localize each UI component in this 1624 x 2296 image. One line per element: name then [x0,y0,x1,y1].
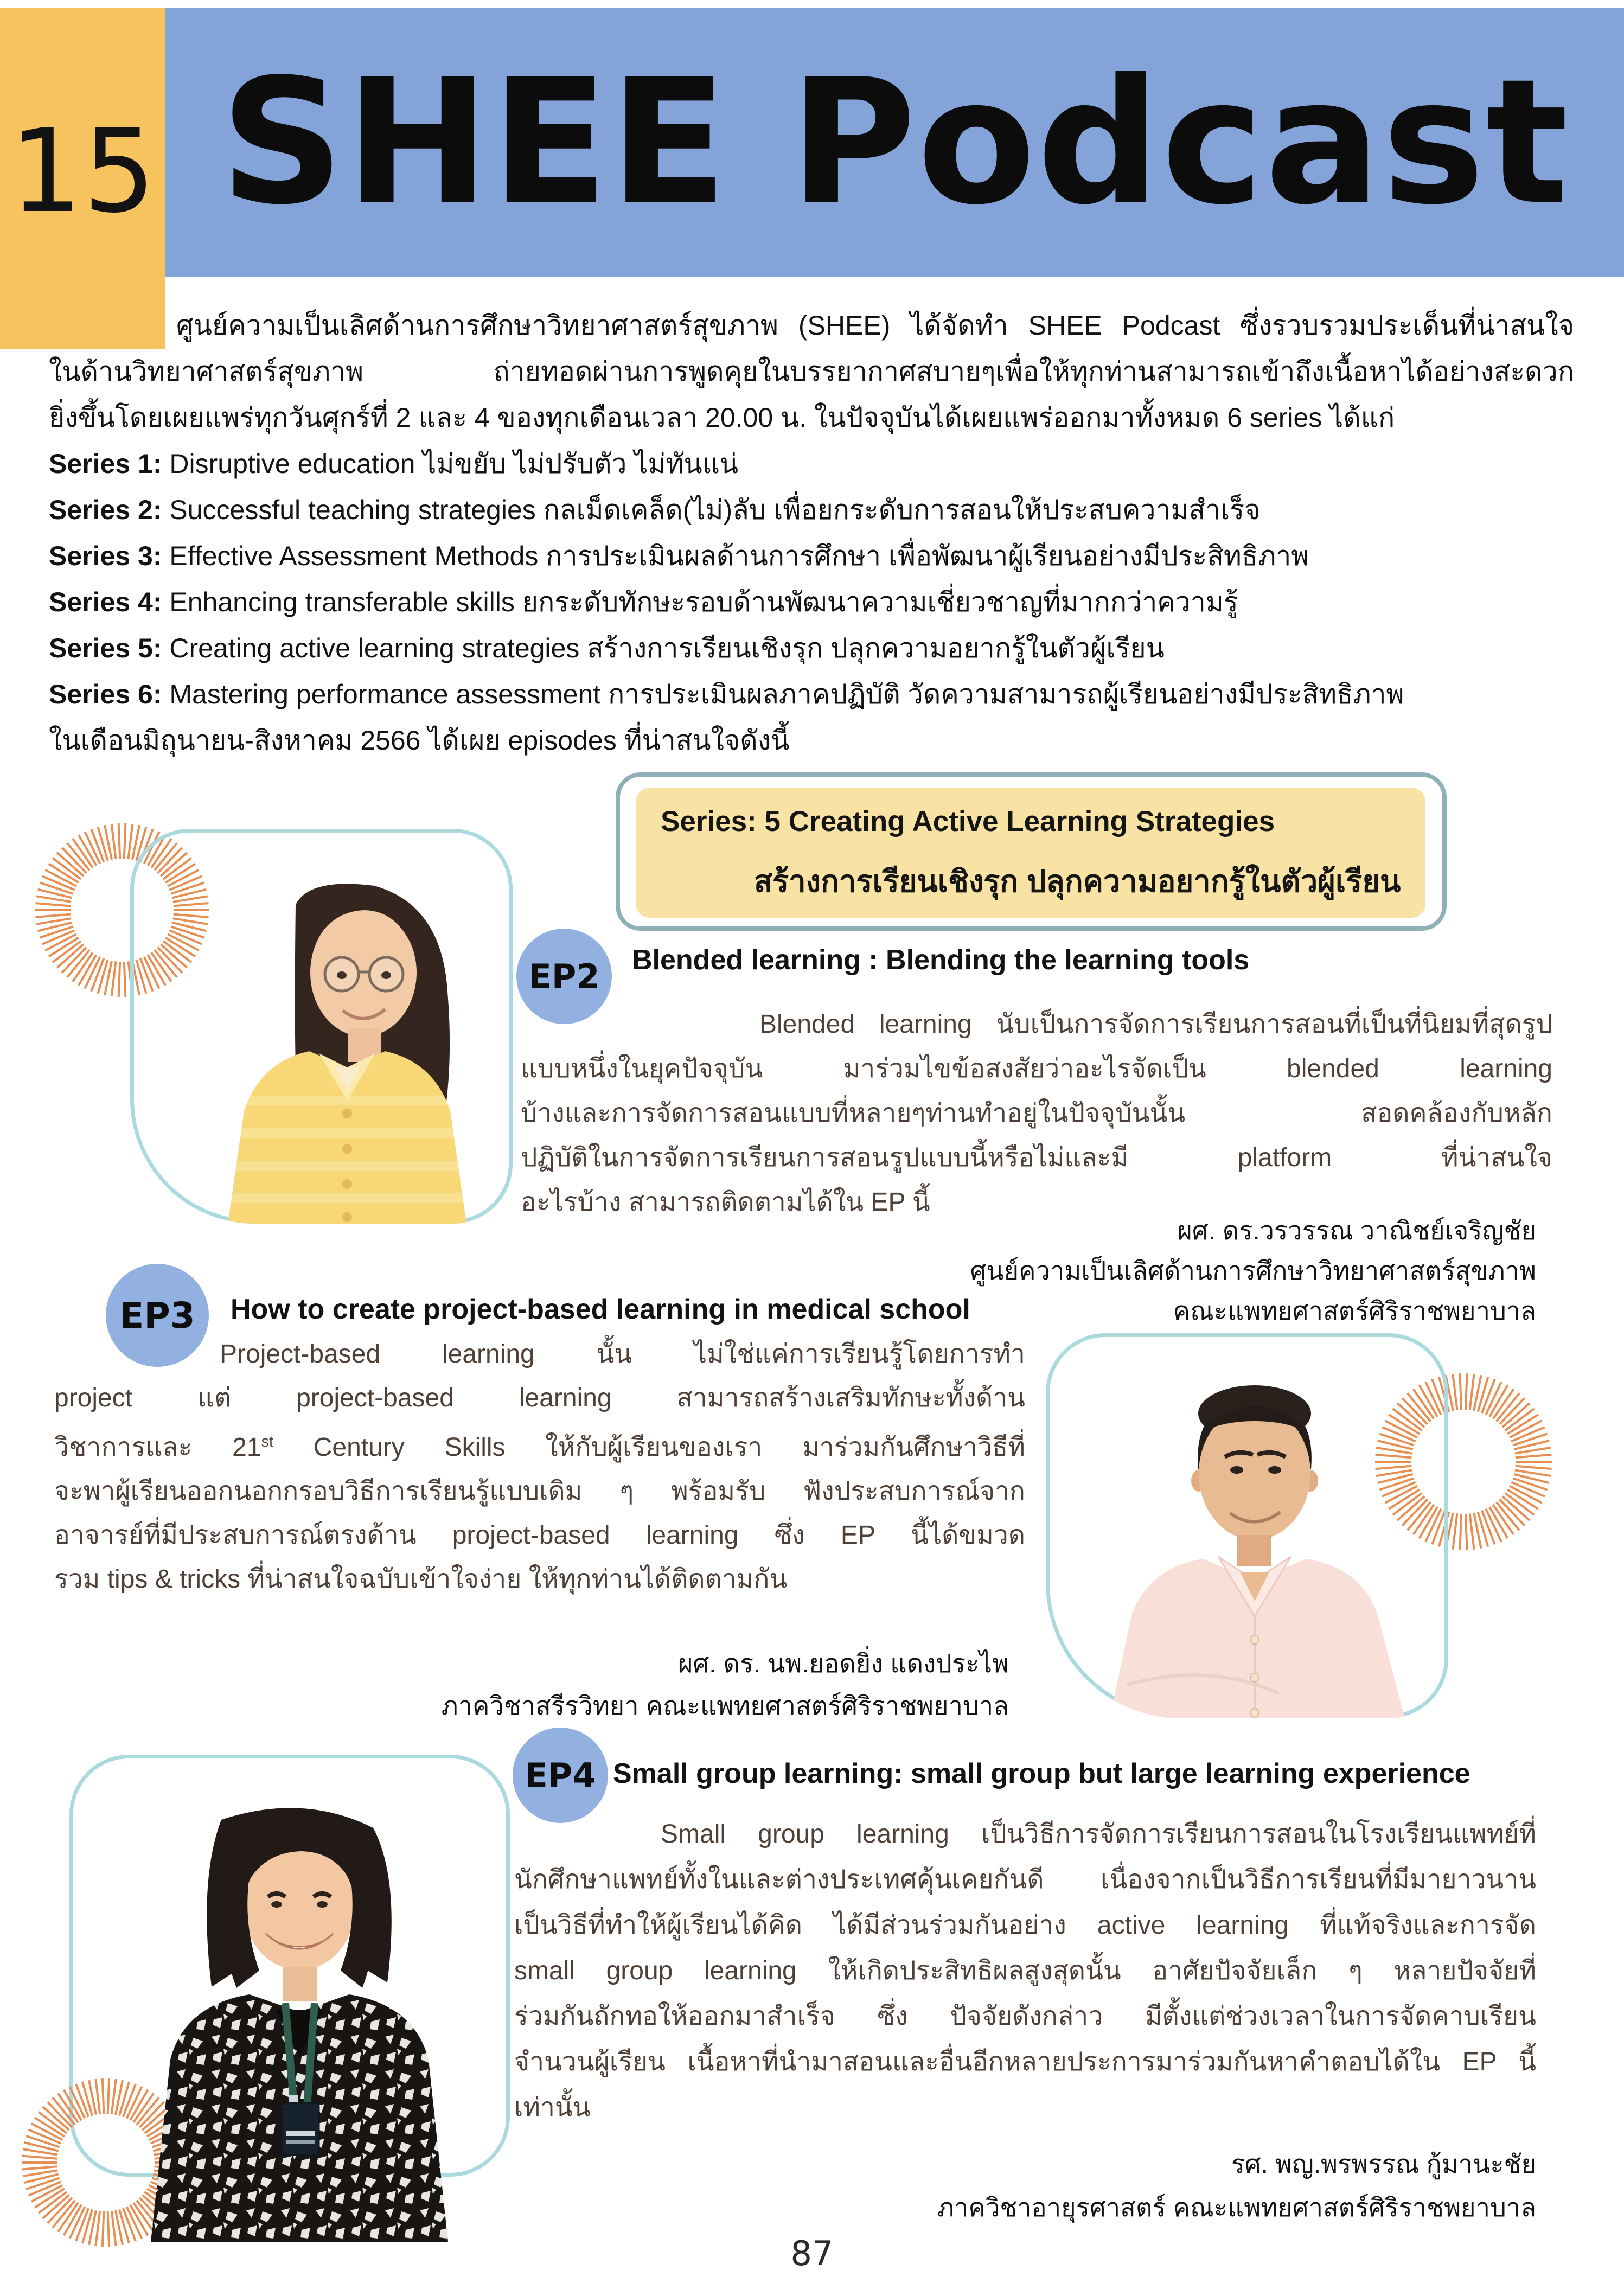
speaker-line: ภาควิชาสรีรวิทยา คณะแพทยศาสตร์ศิริราชพยาบาล [441,1691,1009,1720]
speaker-line: คณะแพทยศาสตร์ศิริราชพยาบาล [1173,1296,1536,1325]
series-text: Creating active learning strategies สร้างการเรียนเชิงรุก ปลุกความอยากรู้ในตัวผู้เรียน [169,633,1165,663]
episode-title-ep4: Small group learning: small group but large learning experience [613,1758,1470,1789]
portrait-woman-yellow-jacket-photo [130,829,513,1224]
series-closing-line: ในเดือนมิถุนายน-สิงหาคม 2566 ได้เผย episodes ที่น่าสนใจดังนี้ [49,725,790,756]
paragraph-line: จำนวนผู้เรียน เนื้อหาที่นำมาสอนและอื่นอีกหลายประการมาร่วมกันหาคำตอบได้ใน EP นี้ [514,2048,1536,2076]
paragraph-line: เป็นวิธีที่ทำให้ผู้เรียนได้คิด ได้มีส่วนร่วมกันอย่าง active learning ที่แท้จริงและการจัด [514,1911,1536,1940]
series-text: Mastering performance assessment การประเมินผลภาคปฏิบัติ วัดความสามารถผู้เรียนอย่างมีประสิทธิภาพ [169,679,1404,709]
portrait-woman-patterned-jacket-photo [69,1755,510,2242]
paragraph-line [54,1420,1025,1469]
series-item [49,533,1574,579]
paragraph-line: ปฏิบัติในการจัดการเรียนการสอนรูปแบบนี้หรือไม่และมี platform ที่น่าสนใจ [521,1143,1552,1172]
intro-paragraph [49,303,1574,764]
series-text: Enhancing transferable skills ยกระดับทักษะรอบด้านพัฒนาความเชี่ยวชาญที่มากกว่าความรู้ [169,587,1238,617]
speaker-line: ผศ. ดร.วรวรรณ วาณิชย์เจริญชัย [1177,1216,1536,1245]
episode-badge-ep4 [513,1728,608,1823]
superscript-ordinal: st [261,1433,273,1450]
highlight-title-th: สร้างการเรียนเชิงรุก ปลุกความอยากรู้ในตัวผู้เรียน [754,864,1401,898]
series-text: Disruptive education ไม่ขยับ ไม่ปรับตัว ไม่ทันแน่ [169,449,739,479]
paragraph-line: project แต่ project-based learning สามารถสร้างเสริมทักษะทั้งด้าน [54,1384,1025,1412]
episode-paragraph-ep4 [514,1812,1536,2131]
speaker-line: รศ. พญ.พรพรรณ กู้มานะชัย [1231,2150,1536,2178]
series-item [49,579,1574,625]
paragraph-line-segment: Century Skills ให้กับผู้เรียนของเรา มาร่วมกันศึกษาวิธีที่ [273,1433,1026,1462]
paragraph-line-segment: วิชาการและ 21 [54,1433,261,1462]
series-label: Series 3: [49,541,162,571]
series-label: Series 4: [49,587,162,617]
paragraph-line: small group learning ให้เกิดประสิทธิผลสูงสุดนั้น อาศัยปัจจัยเล็ก ๆ หลายปัจจัยที่ [514,1956,1536,1985]
page-number-tab [0,8,165,349]
series-text: Effective Assessment Methods การประเมินผลด้านการศึกษา เพื่อพัฒนาผู้เรียนอย่างมีประสิทธิภาพ [169,541,1309,571]
header-banner [165,8,1624,277]
paragraph-line: ร่วมกันถักทอให้ออกมาสำเร็จ ซึ่ง ปัจจัยดังกล่าว มีตั้งแต่ช่วงเวลาในการจัดคาบเรียน [514,2002,1536,2031]
portrait-man-pink-shirt-photo [1046,1333,1448,1718]
speaker-line: ผศ. ดร. นพ.ยอดยิ่ง แดงประไพ [677,1649,1009,1678]
episode-title-ep2: Blended learning : Blending the learning tools [632,944,1250,976]
intro-line: ยิ่งขึ้นโดยเผยแพร่ทุกวันศุกร์ที่ 2 และ 4 ของทุกเดือนเวลา 20.00 น. ในปัจจุบันได้เผยแพร่ออกมาทั้งหมด 6 series ได้แก่ [49,402,1395,433]
speaker-line: ภาควิชาอายุรศาสตร์ คณะแพทยศาสตร์ศิริราชพยาบาล [937,2193,1536,2222]
episode-paragraph-ep3 [54,1332,1025,1601]
intro-line: ในด้านวิทยาศาสตร์สุขภาพ ถ่ายทอดผ่านการพูดคุยในบรรยากาศสบายๆเพื่อให้ทุกท่านสามารถเข้าถึงเนื้อหาได้อย่างสะดวก [49,356,1574,387]
paragraph-line: รวม tips & tricks ที่น่าสนใจฉบับเข้าใจง่าย ให้ทุกท่านได้ติดตามกัน [54,1565,788,1594]
series-item [49,625,1574,671]
series-item [49,487,1574,533]
episode-title-ep3: How to create project-based learning in medical school [231,1294,970,1325]
series-highlight-fill [636,788,1425,918]
page-title: SHEE Podcast [220,42,1570,242]
section-index-number: 15 [9,104,156,238]
paragraph-line: Blended learning นับเป็นการจัดการเรียนการสอนที่เป็นที่นิยมที่สุดรูป [759,1010,1552,1039]
paragraph-line: แบบหนึ่งในยุคปัจจุบัน มาร่วมไขข้อสงสัยว่าอะไรจัดเป็น blended learning [521,1054,1552,1083]
series-highlight-box [616,772,1447,931]
speaker-attribution-ep4 [759,2142,1536,2229]
series-label: Series 6: [49,679,162,709]
intro-line: ศูนย์ความเป็นเลิศด้านการศึกษาวิทยาศาสตร์สุขภาพ (SHEE) ได้จัดทำ SHEE Podcast ซึ่งรวบรวมประเด็นที่น่าสนใจ [176,310,1574,341]
paragraph-line: บ้างและการจัดการสอนแบบที่หลายๆท่านทำอยู่ในปัจจุบันนั้น สอดคล้องกับหลัก [521,1099,1552,1128]
paragraph-line: Project-based learning นั้น ไม่ใช่แค่การเรียนรู้โดยการทำ [220,1340,1025,1368]
paragraph-line: อะไรบ้าง สามารถติดตามได้ใน EP นี้ [521,1188,930,1217]
page-footer-number: 87 [790,2234,834,2273]
series-label: Series 5: [49,633,162,663]
series-label: Series 1: [49,449,162,479]
episode-paragraph-ep2 [521,1002,1552,1225]
highlight-title-en: Series: 5 Creating Active Learning Strategies [661,805,1275,837]
paragraph-line: นักศึกษาแพทย์ทั้งในและต่างประเทศคุ้นเคยกันดี เนื่องจากเป็นวิธีการเรียนที่มีมายาวนาน [514,1865,1536,1894]
badge-label: EP3 [119,1294,195,1336]
series-item [49,671,1574,718]
paragraph-line: เท่านั้น [514,2093,591,2122]
series-label: Series 2: [49,495,162,525]
badge-label: EP2 [528,956,600,996]
paragraph-line: จะพาผู้เรียนออกนอกกรอบวิธีการเรียนรู้แบบเดิม ๆ พร้อมรับ ฟังประสบการณ์จาก [54,1477,1025,1506]
speaker-attribution-ep3 [325,1642,1009,1727]
paragraph-line: อาจารย์ที่มีประสบการณ์ตรงด้าน project-based learning ซึ่ง EP นี้ได้ขมวด [54,1521,1025,1550]
badge-label: EP4 [525,1755,596,1795]
series-item [49,441,1574,487]
series-text: Successful teaching strategies กลเม็ดเคล็ด(ไม่)ลับ เพื่อยกระดับการสอนให้ประสบความสำเร็จ [169,495,1261,525]
paragraph-line: Small group learning เป็นวิธีการจัดการเรียนการสอนในโรงเรียนแพทย์ที่ [661,1820,1536,1849]
speaker-line: ศูนย์ความเป็นเลิศด้านการศึกษาวิทยาศาสตร์สุขภาพ [970,1256,1536,1285]
